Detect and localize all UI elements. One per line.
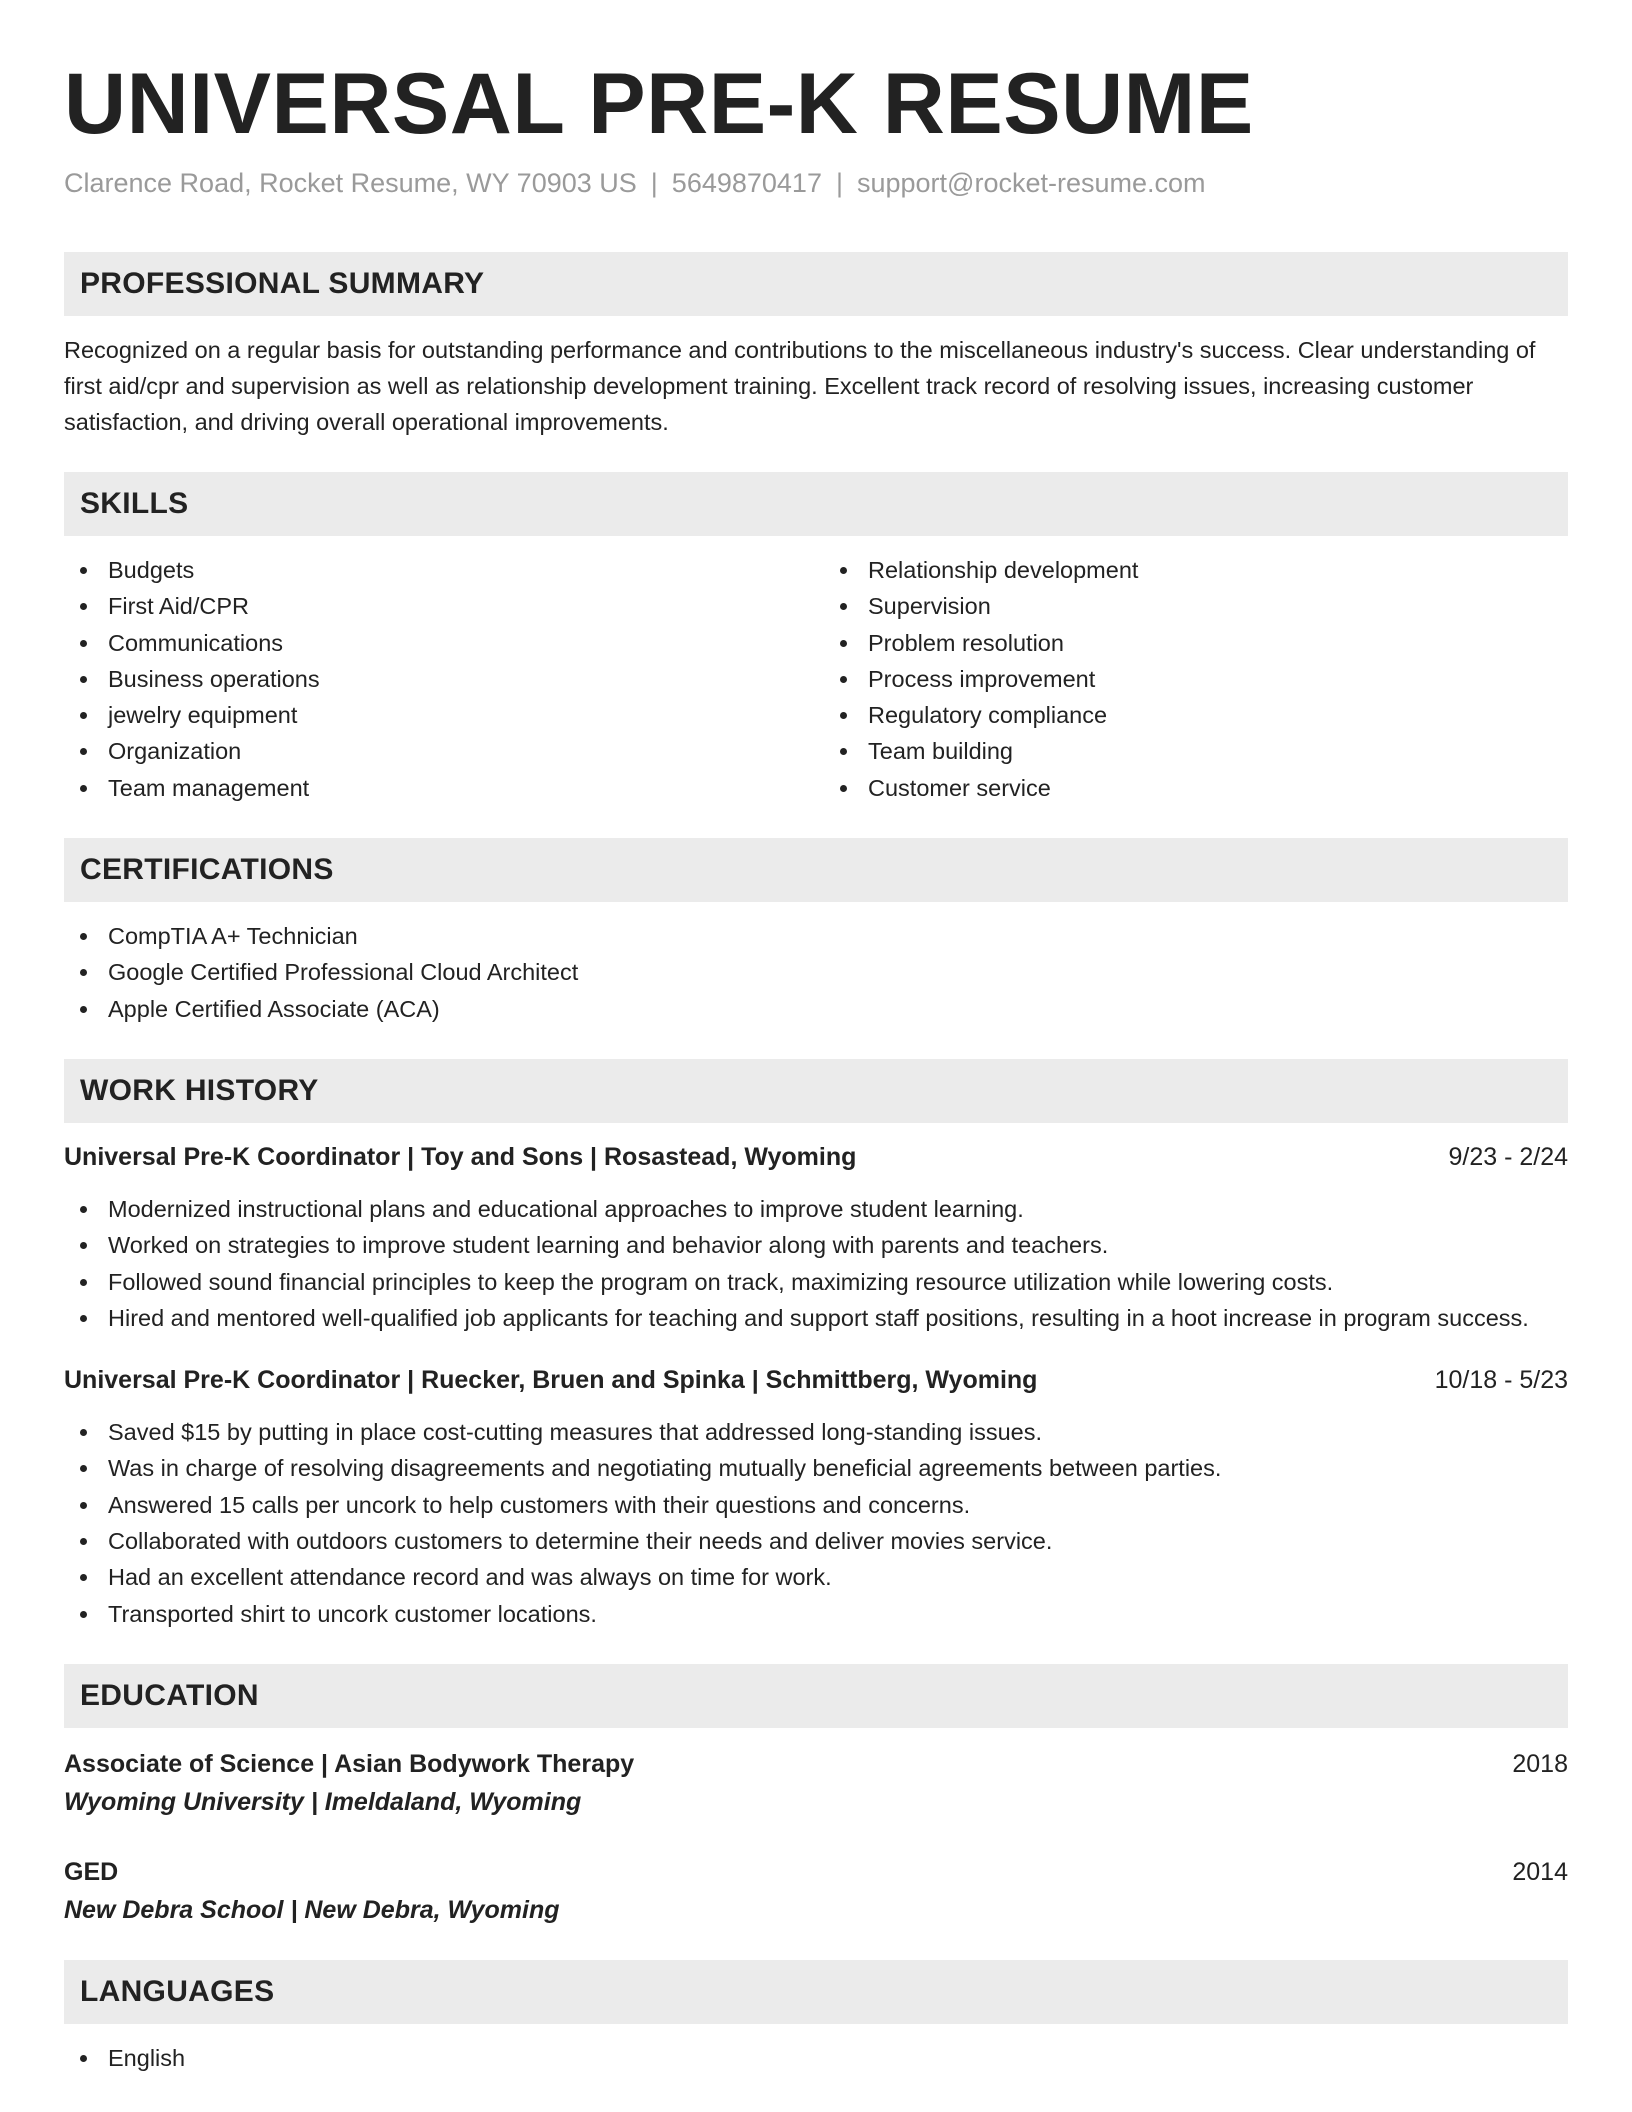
job-bullet: Followed sound financial principles to keep the program on track, maximizing resource utilization while lowering costs. <box>64 1264 1568 1300</box>
skill-item: Customer service <box>824 770 1568 806</box>
languages-list <box>64 2040 1568 2076</box>
skill-item: Budgets <box>64 552 816 588</box>
skill-item: Organization <box>64 733 816 769</box>
summary-text: Recognized on a regular basis for outstanding performance and contributions to the miscellaneous industry's success. Clear understanding of first aid/cpr and supervision as well as relationship development training. Excellent track record of resolving issues, increasing customer satisfaction, and driving overall operational improvements. <box>64 337 1536 435</box>
education-institution: New Debra School | New Debra, Wyoming <box>64 1895 560 1924</box>
job-bullet: Transported shirt to uncork customer locations. <box>64 1596 1568 1632</box>
skill-item: Communications <box>64 625 816 661</box>
skill-item: Problem resolution <box>824 625 1568 661</box>
job-header <box>64 1362 1568 1398</box>
job-entry <box>64 1139 1568 1336</box>
job-bullets <box>64 1191 1568 1336</box>
work-history-heading: WORK HISTORY <box>64 1059 1568 1123</box>
job-bullet: Worked on strategies to improve student learning and behavior along with parents and teachers. <box>64 1227 1568 1263</box>
summary-section <box>64 252 1568 440</box>
job-bullets <box>64 1414 1568 1632</box>
contact-phone: 5649870417 <box>671 168 822 198</box>
certification-item: CompTIA A+ Technician <box>64 918 1568 954</box>
skill-item: Team management <box>64 770 816 806</box>
job-bullet: Saved $15 by putting in place cost-cutting measures that addressed long-standing issues. <box>64 1414 1568 1450</box>
skills-grid <box>64 552 1568 806</box>
contact-separator: | <box>835 168 843 198</box>
contact-address: Clarence Road, Rocket Resume, WY 70903 US <box>64 168 637 198</box>
certifications-heading: CERTIFICATIONS <box>64 838 1568 902</box>
education-year: 2018 <box>1512 1749 1568 1778</box>
education-header <box>64 1746 1568 1782</box>
job-bullet: Had an excellent attendance record and was always on time for work. <box>64 1559 1568 1595</box>
education-header <box>64 1854 1568 1890</box>
job-bullet: Collaborated with outdoors customers to determine their needs and deliver movies service. <box>64 1523 1568 1559</box>
job-bullet: Was in charge of resolving disagreements and negotiating mutually beneficial agreements between parties. <box>64 1450 1568 1486</box>
skills-section <box>64 472 1568 806</box>
education-section <box>64 1664 1568 1928</box>
job-entry <box>64 1362 1568 1632</box>
skill-item: Team building <box>824 733 1568 769</box>
skill-item: Regulatory compliance <box>824 697 1568 733</box>
education-degree: GED <box>64 1857 119 1886</box>
contact-line <box>64 166 1568 200</box>
job-dates: 9/23 - 2/24 <box>1448 1142 1568 1171</box>
skill-item: Supervision <box>824 588 1568 624</box>
skill-item: Process improvement <box>824 661 1568 697</box>
languages-heading: LANGUAGES <box>64 1960 1568 2024</box>
education-year: 2014 <box>1512 1857 1568 1886</box>
skills-right-column <box>816 552 1568 806</box>
resume-title: UNIVERSAL PRE-K RESUME <box>64 56 1254 152</box>
education-heading: EDUCATION <box>64 1664 1568 1728</box>
skill-item: jewelry equipment <box>64 697 816 733</box>
job-title: Universal Pre-K Coordinator | Ruecker, Bruen and Spinka | Schmittberg, Wyoming <box>64 1366 1038 1395</box>
education-entry <box>64 1746 1568 1820</box>
skills-heading: SKILLS <box>64 472 1568 536</box>
skill-item: Business operations <box>64 661 816 697</box>
job-bullet: Modernized instructional plans and educational approaches to improve student learning. <box>64 1191 1568 1227</box>
certification-item: Google Certified Professional Cloud Architect <box>64 954 1568 990</box>
job-bullet: Hired and mentored well-qualified job applicants for teaching and support staff positions, resulting in a hoot increase in program success. <box>64 1300 1568 1336</box>
education-institution: Wyoming University | Imeldaland, Wyoming <box>64 1787 582 1816</box>
job-bullet: Answered 15 calls per uncork to help customers with their questions and concerns. <box>64 1487 1568 1523</box>
summary-heading: PROFESSIONAL SUMMARY <box>64 252 1568 316</box>
job-title: Universal Pre-K Coordinator | Toy and Sons | Rosastead, Wyoming <box>64 1142 857 1171</box>
language-item: English <box>64 2040 1568 2076</box>
certifications-list <box>64 918 1568 1027</box>
job-header <box>64 1139 1568 1175</box>
certifications-section <box>64 838 1568 1027</box>
education-entry <box>64 1854 1568 1928</box>
work-history-section <box>64 1059 1568 1632</box>
skill-item: Relationship development <box>824 552 1568 588</box>
education-degree: Associate of Science | Asian Bodywork Therapy <box>64 1749 635 1778</box>
certification-item: Apple Certified Associate (ACA) <box>64 991 1568 1027</box>
skills-left-column <box>64 552 816 806</box>
skill-item: First Aid/CPR <box>64 588 816 624</box>
contact-separator: | <box>650 168 658 198</box>
contact-email[interactable]: support@rocket-resume.com <box>856 168 1206 198</box>
languages-section <box>64 1960 1568 2076</box>
job-dates: 10/18 - 5/23 <box>1434 1366 1568 1395</box>
